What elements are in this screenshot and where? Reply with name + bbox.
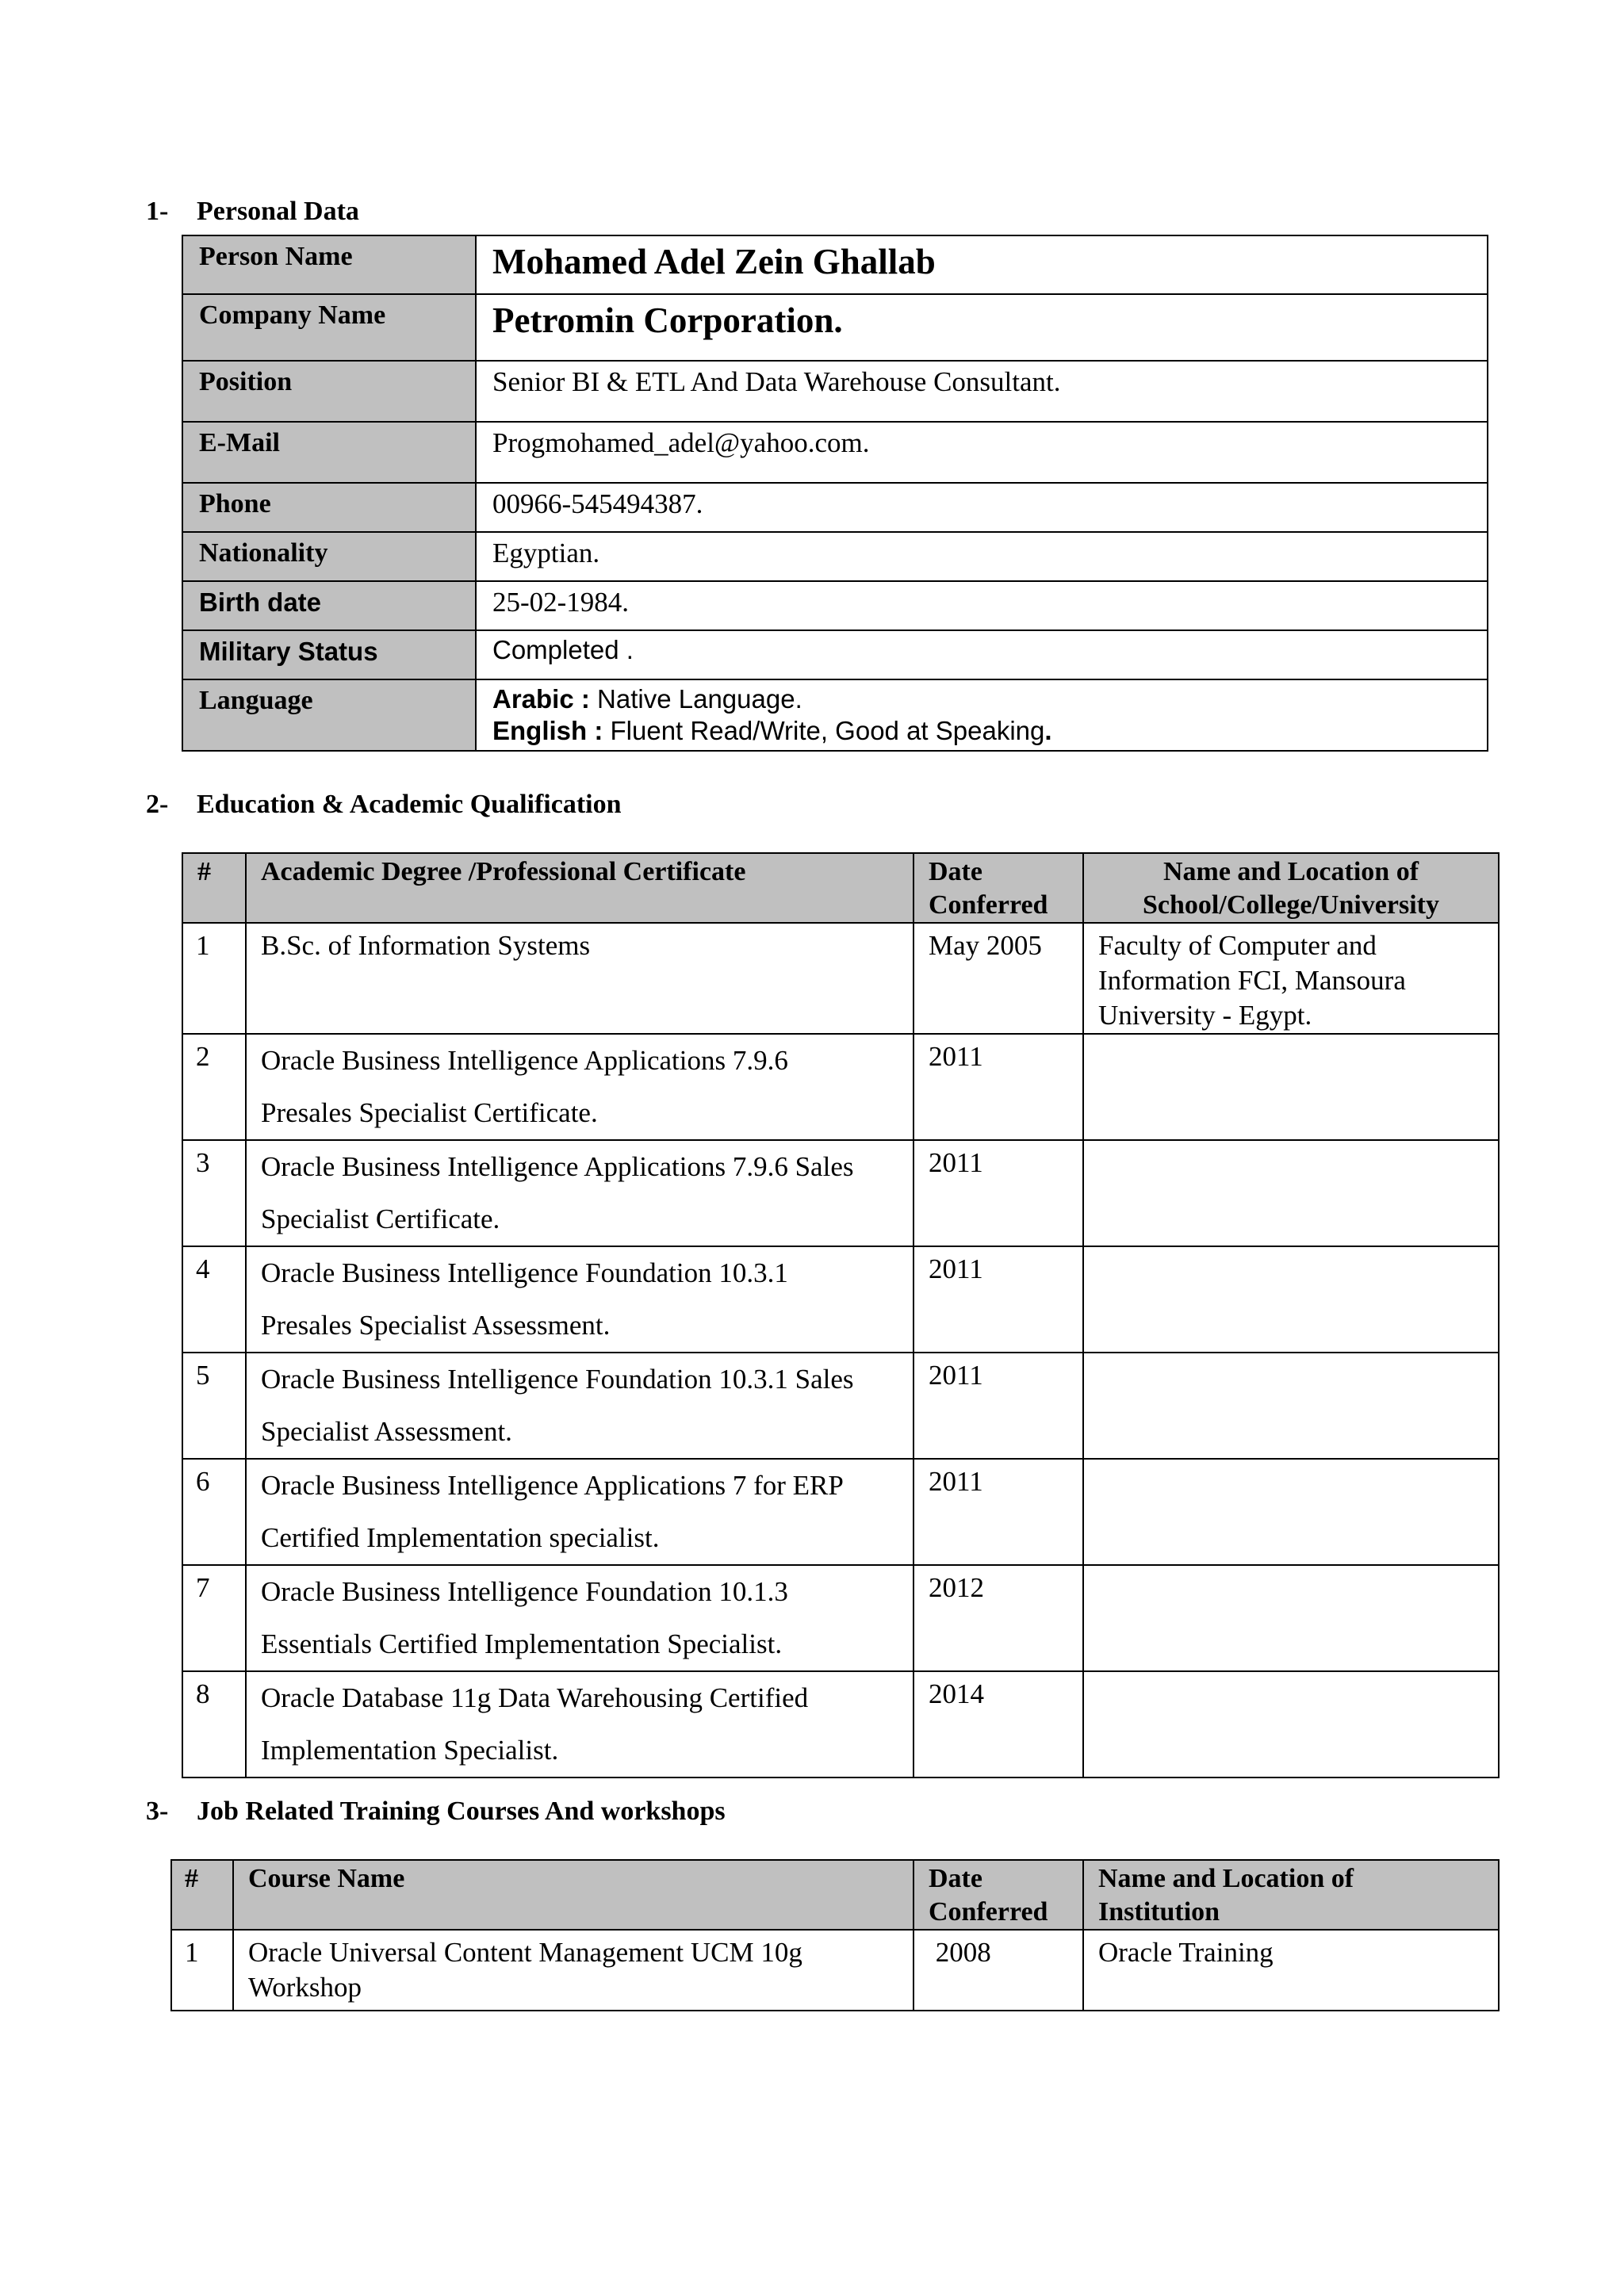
section-number: 2- [146, 790, 169, 819]
row-date: 2011 [914, 1140, 1083, 1246]
row-num: 1 [171, 1930, 233, 2011]
phone-value: 00966-545494387. [476, 483, 1488, 532]
row-degree: Oracle Business Intelligence Foundation 10.1.3 Essentials Certified Implementation Specialist. [246, 1565, 914, 1671]
header-institution: Name and Location of Institution [1083, 1860, 1499, 1930]
email-value: Progmohamed_adel@yahoo.com. [476, 422, 1488, 483]
row-num: 5 [182, 1353, 246, 1459]
table-header-row [182, 853, 1499, 923]
email-label: E-Mail [182, 422, 476, 483]
table-row [182, 581, 1488, 630]
table-row [182, 422, 1488, 483]
training-table [170, 1859, 1500, 2011]
row-degree: B.Sc. of Information Systems [246, 923, 914, 1034]
position-value: Senior BI & ETL And Data Warehouse Consultant. [476, 361, 1488, 422]
person-name-value: Mohamed Adel Zein Ghallab [476, 235, 1488, 294]
section-label: Job Related Training Courses And workshops [197, 1797, 726, 1826]
military-status-value: Completed . [476, 630, 1488, 679]
row-num: 3 [182, 1140, 246, 1246]
person-name-label: Person Name [182, 235, 476, 294]
row-degree: Oracle Business Intelligence Applications 7 for ERP Certified Implementation specialist. [246, 1459, 914, 1565]
company-name-value: Petromin Corporation. [476, 294, 1488, 361]
table-row [182, 235, 1488, 294]
row-num: 8 [182, 1671, 246, 1777]
section-number: 1- [146, 197, 169, 226]
row-school [1083, 1140, 1499, 1246]
language-english [492, 715, 1487, 747]
table-row [182, 1459, 1499, 1565]
row-school: Faculty of Computer and Information FCI, Mansoura University - Egypt. [1083, 923, 1499, 1034]
row-school [1083, 1034, 1499, 1140]
row-date: 2008 [914, 1930, 1083, 2011]
row-date: 2011 [914, 1353, 1083, 1459]
english-end: . [1044, 716, 1052, 745]
table-row [182, 1565, 1499, 1671]
table-row [182, 1034, 1499, 1140]
birth-date-value: 25-02-1984. [476, 581, 1488, 630]
arabic-label: Arabic : [492, 684, 590, 714]
row-date: 2011 [914, 1459, 1083, 1565]
row-num: 1 [182, 923, 246, 1034]
table-row [182, 1671, 1499, 1777]
table-row [171, 1930, 1499, 2011]
section-personal-title [146, 197, 359, 227]
section-training-title [146, 1797, 726, 1827]
nationality-label: Nationality [182, 532, 476, 581]
row-degree: Oracle Business Intelligence Foundation 10.3.1 Presales Specialist Assessment. [246, 1246, 914, 1353]
table-row [182, 679, 1488, 751]
arabic-value: Native Language. [589, 684, 802, 714]
row-num: 4 [182, 1246, 246, 1353]
table-row [182, 923, 1499, 1034]
row-school [1083, 1353, 1499, 1459]
language-value [476, 679, 1488, 751]
table-header-row [171, 1860, 1499, 1930]
english-label: English : [492, 716, 603, 745]
section-label: Personal Data [197, 197, 359, 226]
row-num: 2 [182, 1034, 246, 1140]
company-name-label: Company Name [182, 294, 476, 361]
row-school [1083, 1459, 1499, 1565]
header-course: Course Name [233, 1860, 914, 1930]
table-row [182, 361, 1488, 422]
table-row [182, 630, 1488, 679]
position-label: Position [182, 361, 476, 422]
table-row [182, 1140, 1499, 1246]
header-degree: Academic Degree /Professional Certificate [246, 853, 914, 923]
row-institution: Oracle Training [1083, 1930, 1499, 2011]
row-degree: Oracle Business Intelligence Applications 7.9.6 Presales Specialist Certificate. [246, 1034, 914, 1140]
header-num: # [182, 853, 246, 923]
row-degree: Oracle Business Intelligence Applications 7.9.6 Sales Specialist Certificate. [246, 1140, 914, 1246]
row-school [1083, 1246, 1499, 1353]
row-degree: Oracle Database 11g Data Warehousing Certified Implementation Specialist. [246, 1671, 914, 1777]
section-education-title [146, 790, 622, 820]
personal-data-table [182, 235, 1488, 752]
header-date: Date Conferred [914, 1860, 1083, 1930]
military-status-label: Military Status [182, 630, 476, 679]
row-school [1083, 1565, 1499, 1671]
header-date: Date Conferred [914, 853, 1083, 923]
table-row [182, 1353, 1499, 1459]
language-label: Language [182, 679, 476, 751]
header-school: Name and Location of School/College/University [1083, 853, 1499, 923]
row-school [1083, 1671, 1499, 1777]
table-row [182, 294, 1488, 361]
table-row [182, 532, 1488, 581]
english-value: Fluent Read/Write, Good at Speaking [603, 716, 1045, 745]
row-course: Oracle Universal Content Management UCM 10g Workshop [233, 1930, 914, 2011]
birth-date-label: Birth date [182, 581, 476, 630]
row-degree: Oracle Business Intelligence Foundation 10.3.1 Sales Specialist Assessment. [246, 1353, 914, 1459]
education-table [182, 852, 1500, 1778]
section-label: Education & Academic Qualification [197, 790, 622, 819]
row-date: 2012 [914, 1565, 1083, 1671]
row-date: 2011 [914, 1034, 1083, 1140]
table-row [182, 483, 1488, 532]
table-row [182, 1246, 1499, 1353]
header-num: # [171, 1860, 233, 1930]
row-date: May 2005 [914, 923, 1083, 1034]
phone-label: Phone [182, 483, 476, 532]
language-arabic [492, 683, 1487, 715]
section-number: 3- [146, 1797, 169, 1826]
nationality-value: Egyptian. [476, 532, 1488, 581]
row-num: 7 [182, 1565, 246, 1671]
row-num: 6 [182, 1459, 246, 1565]
row-date: 2011 [914, 1246, 1083, 1353]
row-date: 2014 [914, 1671, 1083, 1777]
